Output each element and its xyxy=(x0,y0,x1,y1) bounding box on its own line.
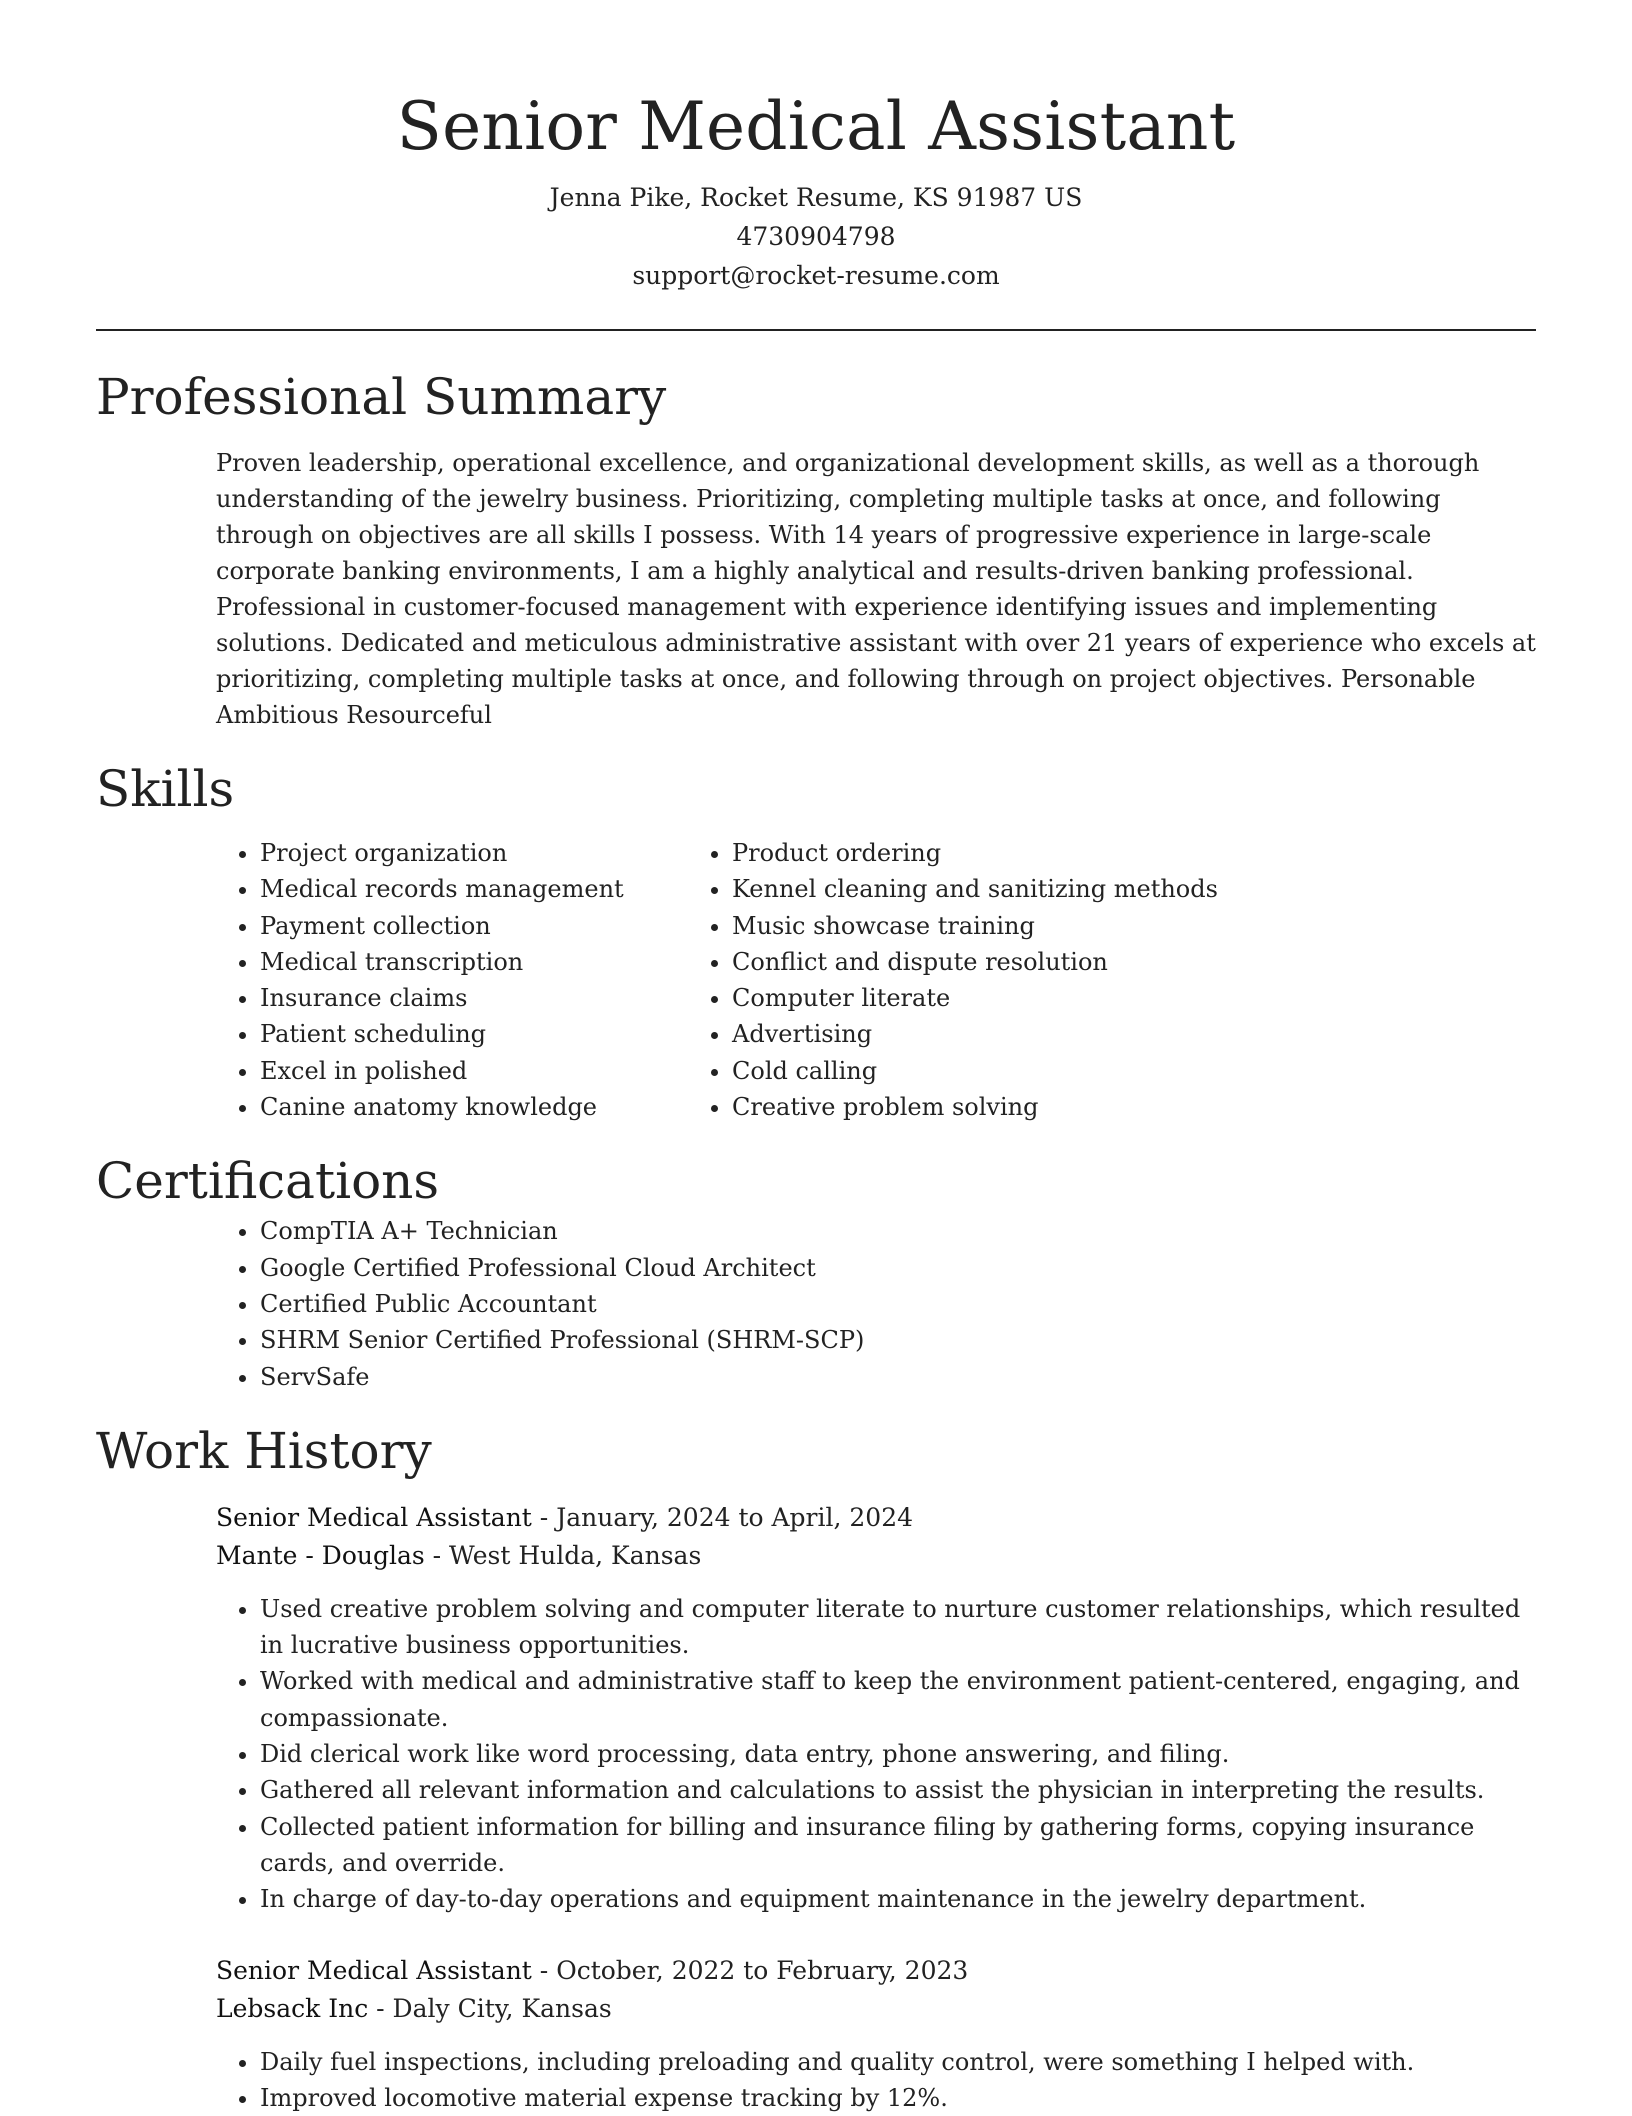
list-item: • Did clerical work like word processing, data entry, phone answering, and filing. xyxy=(260,1736,1536,1772)
job-company: Mante - Douglas xyxy=(216,1540,425,1570)
list-item: • Medical transcription xyxy=(260,944,746,980)
skills-columns xyxy=(96,835,1536,1125)
list-item: • Google Certified Professional Cloud Architect xyxy=(260,1250,1536,1286)
list-item: • ServSafe xyxy=(260,1359,1536,1395)
job-location: - West Hulda, Kansas xyxy=(424,1540,702,1570)
contact-address: Jenna Pike, Rocket Resume, KS 91987 US xyxy=(549,183,1083,212)
list-item: • In charge of day-to-day operations and equipment maintenance in the jewelry department. xyxy=(260,1881,1536,1917)
job-dates: - October, 2022 to February, 2023 xyxy=(531,1955,969,1985)
skills-list-left xyxy=(96,835,746,1125)
list-item: • Cold calling xyxy=(732,1053,1218,1089)
work-history-section xyxy=(96,1419,1536,2116)
resume-header xyxy=(96,0,1536,295)
list-item: • Creative problem solving xyxy=(732,1089,1218,1125)
certifications-heading: Certifications xyxy=(96,1152,440,1211)
list-item: • Canine anatomy knowledge xyxy=(260,1089,746,1125)
contact-phone: 4730904798 xyxy=(736,222,896,251)
job-location: - Daly City, Kansas xyxy=(368,1993,612,2023)
list-item: • Improved locomotive material expense tracking by 12%. xyxy=(260,2080,1536,2116)
list-item: • Computer literate xyxy=(732,980,1218,1016)
skills-list-right xyxy=(732,835,1218,1125)
job-company-line xyxy=(216,1990,1536,2028)
contact-block xyxy=(96,178,1536,295)
job-entry xyxy=(216,1952,1536,2116)
list-item: • Collected patient information for billing and insurance filing by gathering forms, copying insurance cards, and override. xyxy=(260,1809,1536,1882)
list-item: • Gathered all relevant information and calculations to assist the physician in interpreting the results. xyxy=(260,1772,1536,1808)
job-bullets xyxy=(216,1591,1536,1918)
list-item: • Certified Public Accountant xyxy=(260,1286,1536,1322)
list-item: • Insurance claims xyxy=(260,980,746,1016)
job-title-line xyxy=(216,1952,1536,1990)
list-item: • Daily fuel inspections, including preloading and quality control, were something I helped with. xyxy=(260,2044,1536,2080)
list-item: • Conflict and dispute resolution xyxy=(732,944,1218,980)
job-role: Senior Medical Assistant xyxy=(216,1502,532,1532)
job-role: Senior Medical Assistant xyxy=(216,1955,532,1985)
list-item: • SHRM Senior Certified Professional (SHRM-SCP) xyxy=(260,1322,1536,1358)
job-company: Lebsack Inc xyxy=(216,1993,369,2023)
job-title-line xyxy=(216,1499,1536,1537)
job-entry xyxy=(216,1499,1536,1918)
work-history-heading: Work History xyxy=(96,1421,432,1480)
list-item: • CompTIA A+ Technician xyxy=(260,1213,1536,1249)
summary-heading: Professional Summary xyxy=(96,368,667,426)
contact-email: support@rocket-resume.com xyxy=(632,261,1000,290)
summary-text: Proven leadership, operational excellence, and organizational development skills, as well as a thorough understanding of the jewelry business. Prioritizing, completing multiple tasks at once, and following through on objectives are all skills I possess. With 14 years of progressive experience in large-scale corporate banking environments, I am a highly analytical and results-driven banking professional. Professional in customer-focused management with experience identifying issues and implementing solutions. Dedicated and meticulous administrative assistant with over 21 years of experience who excels at prioritizing, completing multiple tasks at once, and following through on project objectives. Personable Ambitious Resourceful xyxy=(216,449,1536,729)
list-item: • Excel in polished xyxy=(260,1053,746,1089)
skills-section xyxy=(96,757,1536,1125)
list-item: • Product ordering xyxy=(732,835,1218,871)
job-company-line xyxy=(216,1537,1536,1575)
list-item: • Kennel cleaning and sanitizing methods xyxy=(732,871,1218,907)
list-item: • Advertising xyxy=(732,1016,1218,1052)
header-divider xyxy=(96,329,1536,331)
resume-title: Senior Medical Assistant xyxy=(396,88,1236,165)
list-item: • Payment collection xyxy=(260,908,746,944)
list-item: • Patient scheduling xyxy=(260,1016,746,1052)
list-item: • Used creative problem solving and computer literate to nurture customer relationships, which resulted in lucrative business opportunities. xyxy=(260,1591,1536,1664)
summary-section xyxy=(96,365,1536,733)
certifications-section xyxy=(96,1149,1536,1394)
list-item: • Project organization xyxy=(260,835,746,871)
job-bullets xyxy=(216,2044,1536,2116)
list-item: • Worked with medical and administrative staff to keep the environment patient-centered, engaging, and compassionate. xyxy=(260,1663,1536,1736)
skills-heading: Skills xyxy=(96,760,235,818)
job-dates: - January, 2024 to April, 2024 xyxy=(531,1502,914,1532)
list-item: • Music showcase training xyxy=(732,908,1218,944)
certifications-list xyxy=(96,1213,1536,1394)
list-item: • Medical records management xyxy=(260,871,746,907)
